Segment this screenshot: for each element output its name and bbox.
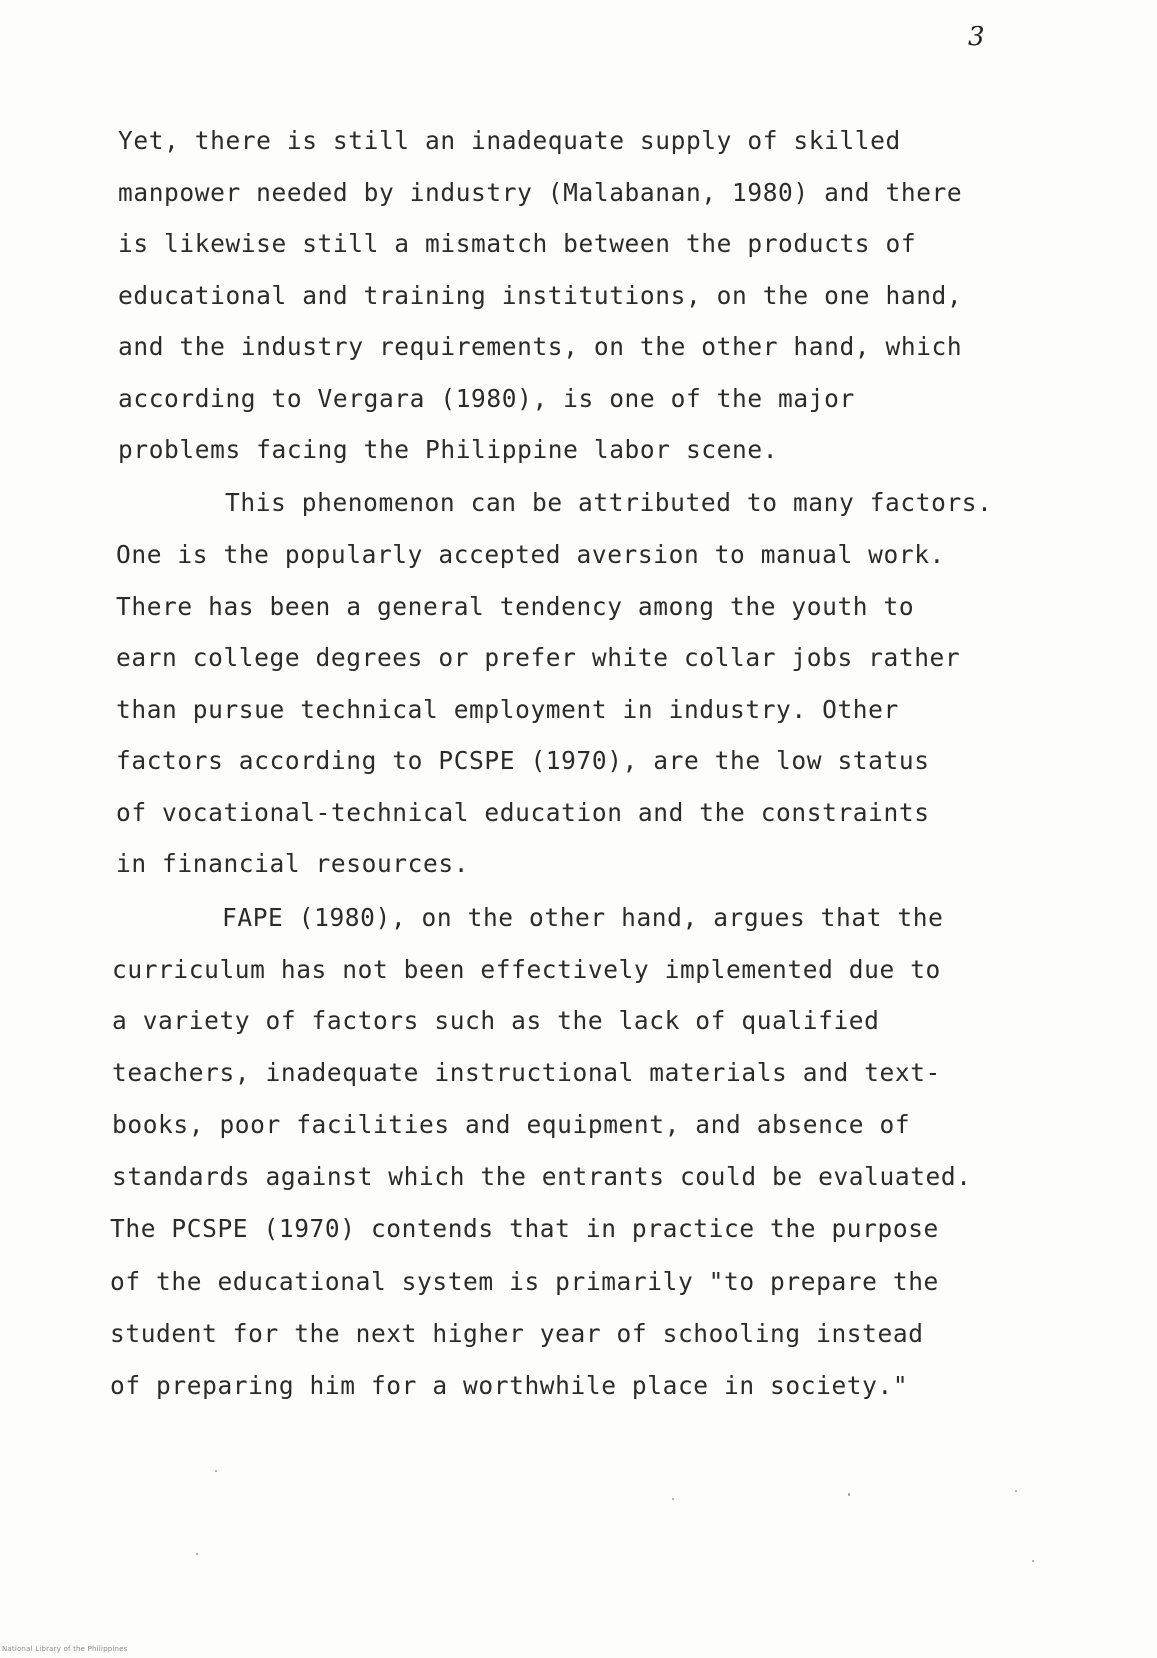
text-line: than pursue technical employment in industry. Other xyxy=(116,695,899,724)
text-line: of preparing him for a worthwhile place in society." xyxy=(110,1371,909,1400)
text-line: books, poor facilities and equipment, and absence of xyxy=(112,1110,911,1139)
text-line: is likewise still a mismatch between the products of xyxy=(118,229,917,258)
text-line: and the industry requirements, on the other hand, which xyxy=(118,332,963,361)
text-line: standards against which the entrants could be evaluated. xyxy=(112,1162,972,1191)
text-line: a variety of factors such as the lack of qualified xyxy=(112,1006,880,1035)
text-line: curriculum has not been effectively implemented due to xyxy=(112,955,941,984)
text-line: student for the next higher year of schooling instead xyxy=(110,1319,924,1348)
text-line: of the educational system is primarily "to prepare the xyxy=(110,1267,939,1296)
text-line: in financial resources. xyxy=(116,849,470,878)
scan-speck xyxy=(215,1470,217,1472)
text-line: There has been a general tendency among the youth to xyxy=(116,592,915,621)
text-line: The PCSPE (1970) contends that in practice the purpose xyxy=(110,1214,939,1243)
scan-speck xyxy=(1032,1560,1034,1562)
text-line: earn college degrees or prefer white collar jobs rather xyxy=(116,643,961,672)
text-line: educational and training institutions, on the one hand, xyxy=(118,281,963,310)
scan-speck xyxy=(672,1498,674,1500)
text-line: according to Vergara (1980), is one of the major xyxy=(118,384,855,413)
text-line: problems facing the Philippine labor scene. xyxy=(118,435,779,464)
scan-speck xyxy=(848,1493,850,1496)
scan-speck xyxy=(1015,1490,1017,1492)
scan-speck xyxy=(196,1553,198,1555)
text-line: factors according to PCSPE (1970), are the low status xyxy=(116,746,930,775)
text-line: teachers, inadequate instructional materials and text- xyxy=(112,1058,941,1087)
text-line: manpower needed by industry (Malabanan, 1980) and there xyxy=(118,178,963,207)
scan-footer-note: National Library of the Philippines xyxy=(2,1645,128,1653)
text-line: Yet, there is still an inadequate supply of skilled xyxy=(118,126,901,155)
text-line: FAPE (1980), on the other hand, argues that the xyxy=(222,903,944,932)
page-number: 3 xyxy=(968,22,985,52)
text-line: One is the popularly accepted aversion to manual work. xyxy=(116,540,945,569)
text-line: of vocational-technical education and the constraints xyxy=(116,798,930,827)
text-line: This phenomenon can be attributed to many factors. xyxy=(225,488,993,517)
